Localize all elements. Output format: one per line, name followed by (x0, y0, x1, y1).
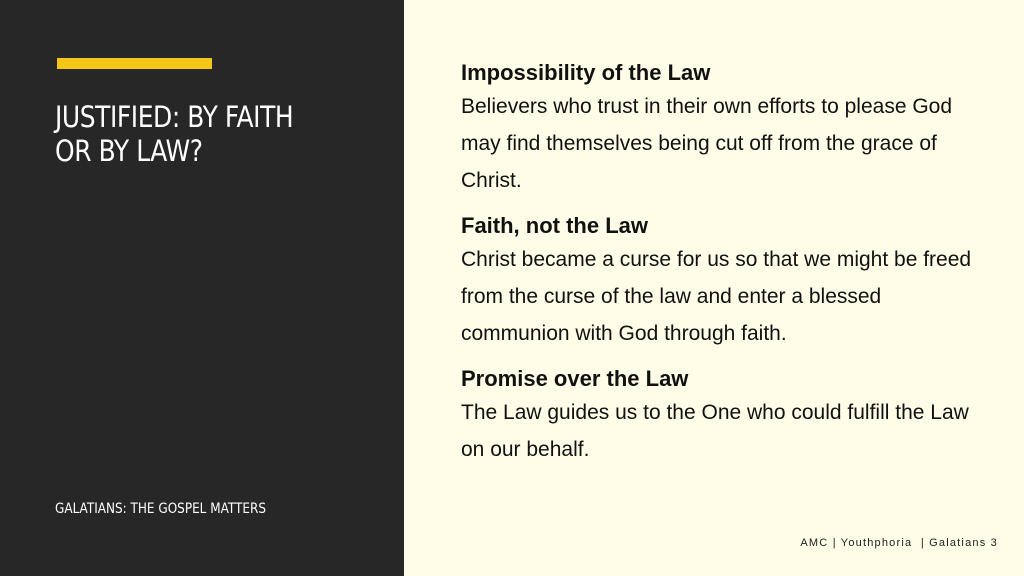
left-panel (0, 0, 404, 576)
content-sections (461, 58, 981, 480)
footer-credit: AMC | Youthphoria | Galatians 3 (800, 537, 998, 549)
section-heading: Faith, not the Law (461, 213, 648, 238)
section-promise-over-the-law (461, 364, 981, 468)
accent-bar (57, 58, 212, 69)
section-heading: Impossibility of the Law (461, 60, 711, 85)
section-body: Believers who trust in their own efforts to please God may find themselves being cut off from the grace of Christ. (461, 95, 953, 192)
slide-title: JUSTIFIED: BY FAITH OR BY LAW? (55, 100, 294, 168)
section-body: The Law guides us to the One who could fulfill the Law on our behalf. (461, 401, 969, 461)
section-heading: Promise over the Law (461, 366, 689, 391)
section-impossibility-of-the-law (461, 58, 981, 199)
series-label: GALATIANS: THE GOSPEL MATTERS (55, 501, 267, 517)
section-body: Christ became a curse for us so that we might be freed from the curse of the law and enter a blessed communion with God through faith. (461, 248, 972, 345)
right-panel (404, 0, 1024, 576)
section-faith-not-the-law (461, 211, 981, 352)
